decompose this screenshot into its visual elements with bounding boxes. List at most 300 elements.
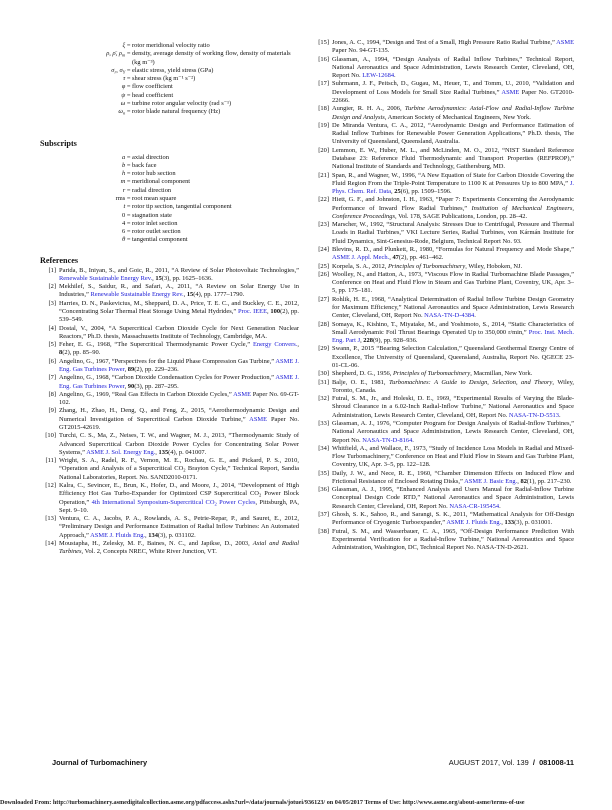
equals-sign: =: [126, 161, 131, 169]
reference-text: (2), pp. 539–549.: [59, 308, 299, 324]
nomenclature-definition: shear stress (kg m⁻¹ s⁻²): [132, 75, 196, 83]
reference-text: (3), pp. 287–295.: [134, 382, 179, 390]
italic-title: Turbomachines: A Guide to Design, Selection, and Theory: [388, 378, 553, 386]
reference-text: , Pittsburgh, PA, Sept. 9–10.: [59, 498, 299, 514]
reference-body: [332, 486, 574, 511]
reference-link[interactable]: ASME J. Eng. Gas Turbines Power: [59, 357, 299, 373]
reference-body: [59, 457, 299, 482]
subscript-symbol: [40, 170, 132, 178]
reference-number: [25]: [318, 262, 329, 270]
reference-body: [59, 358, 299, 375]
reference-item: [313, 296, 574, 321]
reference-item: [313, 263, 574, 271]
reference-number: [22]: [318, 196, 329, 204]
reference-number: [6]: [48, 357, 56, 365]
reference-number: [13]: [45, 515, 56, 523]
reference-text: .: [412, 436, 414, 444]
reference-text: Blevins, R. D., and Plunkett, R., 1980, “Formulas for Natural Frequency and Mode Shape,”: [332, 246, 574, 254]
subscript-symbol: [40, 212, 132, 220]
reference-number: [38]: [318, 527, 329, 535]
reference-text: Turchi, C. S., Ma, Z., Neises, T. W., and Wagner, M. J., 2013, “Thermodynamic Study of Advanced Supercritical Carbon Dioxide Power Cycles for Concentrating Solar Power Systems,”: [59, 432, 299, 456]
reference-text: , American Society of Mechanical Engineers, New York.: [384, 113, 531, 121]
equals-sign: =: [126, 219, 131, 227]
reference-text: (3), p. 031102.: [157, 531, 196, 539]
reference-number: [11]: [45, 457, 56, 465]
download-notice: Downloaded From: http://turbomachinery.asmedigitalcollection.asme.org/pdfaccess.ashx?url=/data/journals/jotuei/936123/ on 04/05/2017 Terms of Use: http://www.asme.org/about-asme/terms-of-use: [0, 799, 525, 806]
equals-sign: =: [126, 203, 131, 211]
reference-number: [20]: [318, 146, 329, 154]
reference-number: [5]: [48, 341, 56, 349]
reference-text: Marscher, W., 1992, “Structural Analysis: Stresses Due to Centrifugal, Pressure and Thermal Loads in Radial Turbines,” VKI Lecture Series, Radial Turbines, von Kármán Institute for Fluid Dynamics, Sint-Genesius-Rode, Belgium, Technical Report No. 93.: [332, 221, 574, 245]
volume-number: 8: [59, 349, 63, 357]
reference-text: Futral, S. M., and Wasserbauer, C. A., 1965, “Off-Design Performance Prediction With Experimental Verification for a Radial-Inflow Turbine,” National Aeronautics and Space Administration, Washington, DC, Technical Report No. NASA-TN-D-2621.: [332, 527, 574, 552]
equals-sign: =: [126, 66, 131, 74]
reference-text: ,: [501, 519, 505, 527]
reference-item: [313, 39, 574, 56]
reference-text: Feher, E. G., 1968, “The Supercritical Thermodynamic Power Cycle,”: [59, 341, 253, 349]
reference-text: τ: [122, 75, 126, 83]
reference-number: [7]: [48, 374, 56, 382]
reference-body: [332, 470, 574, 487]
subscript-symbol: [40, 220, 132, 228]
volume-number: 47: [392, 254, 399, 262]
link-subscript[interactable]: 2: [214, 500, 217, 506]
reference-body: [332, 196, 574, 221]
reference-item: [313, 445, 574, 470]
equals-sign: =: [126, 91, 131, 99]
reference-item: [40, 283, 299, 300]
reference-number: [26]: [318, 270, 329, 278]
reference-text: ρ, ρ̄, ρ: [106, 50, 122, 58]
reference-text: ,: [124, 366, 128, 373]
equals-sign: =: [126, 211, 131, 219]
italic-title: Institution of Mechanical Engineers, Conference Proceedings: [332, 204, 575, 220]
reference-text: , σ: [116, 66, 123, 74]
reference-body: [332, 420, 574, 445]
equals-sign: =: [126, 83, 131, 91]
reference-body: [332, 172, 574, 197]
reference-text: Paper No. GT2015-42619.: [59, 415, 299, 431]
subscript: r: [114, 69, 117, 75]
reference-number: [23]: [318, 221, 329, 229]
reference-body: [332, 147, 574, 172]
reference-body: [59, 374, 299, 391]
reference-item: [313, 271, 574, 296]
nomenclature-list: [40, 42, 299, 117]
reference-item: [313, 80, 574, 105]
reference-number: [37]: [318, 511, 329, 519]
reference-number: [19]: [318, 121, 329, 129]
reference-text: Glassman, A., 1994, “Design Analysis of Radial Inflow Turbines,” Technical Report, National Aeronautics and Space Administration, Lewis Research Center, Cleveland, OH, Report No.: [332, 55, 574, 80]
reference-number: [3]: [48, 299, 56, 307]
subscript-symbol-text: b: [122, 161, 126, 169]
reference-body: [332, 379, 574, 396]
reference-text: (3), p. 031001.: [514, 519, 553, 527]
reference-item: [313, 56, 574, 81]
reference-text: , Wiley, Hoboken, NJ.: [465, 262, 523, 270]
equals-sign: =: [126, 194, 131, 202]
nomenclature-definition: rotor meridional velocity ratio: [132, 42, 210, 49]
reference-item: [313, 370, 574, 378]
equals-sign: =: [126, 236, 131, 244]
equals-sign: =: [126, 75, 131, 83]
reference-item: [40, 358, 299, 375]
reference-text: De Miranda Ventura, C. A., 2012, “Aerodynamic Design and Performance Estimation of Radial Inflow Turbines for Renewable Power Generation Applications,” Ph.D. thesis, The University of Queensland, Queensland, Australia.: [332, 121, 574, 146]
reference-item: [313, 379, 574, 396]
subscript: n: [122, 110, 126, 116]
references-list-left: [40, 267, 299, 557]
reference-item: [313, 172, 574, 197]
reference-body: [332, 80, 574, 105]
equals-sign: =: [126, 108, 131, 116]
reference-number: [35]: [318, 469, 329, 477]
reference-item: [313, 420, 574, 445]
reference-text: , Macmillan, New York.: [470, 370, 533, 378]
reference-number: [9]: [48, 407, 56, 415]
reference-number: [10]: [45, 432, 56, 440]
reference-text: ψ: [121, 91, 126, 99]
reference-item: [40, 540, 299, 557]
reference-text: ξ: [122, 42, 126, 49]
reference-item: [313, 321, 574, 346]
reference-number: [2]: [48, 283, 56, 291]
subscript-definition: radial direction: [132, 186, 172, 194]
reference-link[interactable]: ASME: [556, 39, 574, 46]
reference-body: [332, 296, 574, 321]
reference-text: , Wiley, Toronto, Canada.: [332, 378, 575, 394]
nomenclature-symbol: [40, 42, 132, 50]
reference-text: (6), pp. 1509–1596.: [400, 188, 452, 196]
subscript-definition: back face: [132, 161, 157, 169]
volume-number: 135: [158, 448, 169, 456]
reference-number: [32]: [318, 395, 329, 403]
reference-item: [40, 515, 299, 540]
italic-title: Principles of Turbomachinery: [392, 370, 471, 378]
page-info: [449, 758, 574, 767]
equals-sign: =: [126, 178, 131, 186]
reference-text: Harries, D. N., Paskevicius, M., Sheppard, D. A., Price, T. E. C., and Buckley, C. E., 2012, “Concentrating Solar Thermal Heat Storage Using Metal Hydrides,”: [59, 299, 299, 316]
nomenclature-definition: turbine rotor angular velocity (rad s⁻¹): [132, 99, 232, 107]
reference-number: [16]: [318, 55, 329, 63]
reference-text: Futral, S. M., Jr., and Holeski, D. E., 1969, “Experimental Results of Varying the Blade-Shroud Clearance in a 6.02-Inch Radial-Inflow Turbine,” National Aeronautics and Space Administration, Lewis Research Center, Cleveland, OH, Report No.: [332, 395, 574, 419]
reference-number: [18]: [318, 105, 329, 113]
subscript-definition: rotor hub section: [132, 170, 176, 178]
reference-text: ,: [360, 337, 364, 345]
reference-item: [313, 122, 574, 147]
reference-number: [30]: [318, 370, 329, 378]
nomenclature-symbol: [40, 50, 132, 67]
reference-link[interactable]: Power Cycles: [216, 498, 256, 506]
reference-item: [40, 482, 299, 515]
reference-text: Angelino, G., 1968, “Carbon Dioxide Condensation Cycles for Power Production,”: [59, 374, 276, 382]
reference-text: Power Block Operation,”: [59, 490, 299, 506]
reference-text: .: [474, 312, 476, 320]
reference-item: [313, 221, 574, 246]
reference-link[interactable]: Energy Convers.: [252, 341, 298, 349]
equals-sign: =: [126, 186, 131, 194]
reference-number: [29]: [318, 345, 329, 353]
subscript-symbol-text: r: [122, 186, 126, 194]
right-column: [313, 39, 574, 552]
italic-title: Axial and Radial Turbines: [59, 539, 299, 556]
reference-text: Angelino, G., 1967, “Perspectives for the Liquid Phase Compression Gas Turbine,”: [59, 357, 276, 365]
reference-text: ,: [391, 188, 395, 196]
nomenclature-symbol: [40, 75, 132, 83]
reference-text: σ: [111, 66, 115, 74]
volume-number: 15: [155, 274, 162, 282]
italic-title: Principles of Turbomachinery: [387, 262, 466, 270]
reference-item: [313, 246, 574, 263]
volume-number: 15: [186, 291, 194, 299]
reference-link[interactable]: ASME J. Appl. Mech.: [332, 254, 390, 262]
reference-link[interactable]: NASA-TN-D-8164: [362, 436, 413, 444]
reference-text: Hiett, G. F., and Johnston, I. H., 1963, “Paper 7: Experiments Concerning the Aerodynamic Performance of Inward Flow Radial Turbines,”: [332, 196, 574, 212]
reference-body: [59, 300, 299, 325]
reference-text: Daily, J. W., and Nece, R. E., 1960, “Chamber Dimension Effects on Induced Flow and Frictional Resistance of Enclosed Rotating Disks,”: [332, 469, 574, 485]
reference-number: [17]: [318, 80, 329, 88]
reference-text: Woolley, N., and Hatton, A., 1973, “Viscous Flow in Radial Turbomachine Blade Passages,” Conference on Heat and Fluid Flow in Steam and Gas Turbine Plant, Coventry, UK, Apr. 3–5, pp. 175–181.: [332, 270, 574, 295]
subscript-symbol-text: h: [122, 170, 126, 178]
reference-link[interactable]: NASA-TN-D-4384: [424, 312, 475, 320]
nomenclature-symbol: [40, 67, 132, 75]
subscript-symbol: [40, 154, 132, 162]
reference-text: (2), pp. 85–90.: [62, 349, 101, 357]
reference-body: [332, 263, 574, 271]
reference-text: ,: [155, 448, 159, 456]
subscript-symbol-text: t: [123, 203, 126, 211]
reference-text: Dostal, V., 2004, “A Supercritical Carbon Dioxide Cycle for Next Generation Nuclear Reactors,” Ph.D. thesis, Massachusetts Institute of Technology, Cambridge, MA.: [59, 324, 299, 340]
reference-item: [40, 407, 299, 432]
reference-body: [332, 395, 574, 420]
reference-number: [28]: [318, 320, 329, 328]
reference-number: [21]: [318, 171, 329, 179]
equals-sign: =: [126, 228, 131, 236]
subscript-symbol: [40, 236, 132, 244]
equals-sign: =: [126, 99, 131, 107]
reference-item: [313, 486, 574, 511]
reference-body: [332, 528, 574, 553]
reference-text: Paper No. 69-GT-102.: [59, 390, 299, 407]
reference-text: Brayton Cycle,” Technical Report, Sandia National Laboratories, Report. No. SAND2010-0171.: [59, 465, 299, 481]
reference-item: [40, 457, 299, 482]
nomenclature-definition: flow coefficient: [132, 83, 173, 91]
reference-link[interactable]: ASME J. Fluids Eng.: [446, 519, 502, 527]
equals-sign: =: [126, 153, 131, 161]
reference-body: [332, 122, 574, 147]
reference-link[interactable]: NASA-TN-D-5513: [508, 411, 559, 419]
volume-number: 228: [363, 337, 373, 345]
subscript-symbol-text: rms: [115, 194, 126, 202]
reference-body: [59, 515, 299, 540]
reference-item: [313, 395, 574, 420]
subscript-symbol: [40, 203, 132, 211]
nomenclature-symbol: [40, 83, 132, 91]
reference-number: [36]: [318, 486, 329, 494]
nomenclature-symbol: [40, 108, 132, 116]
reference-text: ω: [118, 108, 123, 116]
reference-link[interactable]: ASME J. Eng. Gas Turbines Power: [59, 374, 299, 390]
subscript-definition: rotor outlet section: [132, 228, 181, 236]
reference-body: [332, 370, 574, 378]
reference-number: [4]: [48, 324, 56, 332]
subscript-symbol-text: m: [120, 178, 126, 186]
volume-number: 133: [504, 519, 515, 527]
reference-body: [59, 391, 299, 408]
reference-text: ,: [267, 308, 271, 316]
reference-text: Paper No. GT2010-22666.: [332, 88, 574, 104]
subscript-symbol: [40, 178, 132, 186]
nomenclature-symbol: [40, 92, 132, 100]
subscript: Y: [122, 69, 126, 75]
reference-number: [1]: [48, 266, 56, 274]
subscript-definition: rotor inlet section: [132, 219, 178, 227]
nomenclature-symbol: [40, 100, 132, 108]
reference-link[interactable]: Proc. IEEE: [237, 308, 268, 316]
reference-link[interactable]: ASME: [501, 88, 520, 96]
reference-text: Glassman, A. J., 1995, “Enhanced Analysis and Users Manual for Radial-Inflow Turbine Conceptual Design Code RTD,” National Aeronautics and Space Administration, Lewis Research Center, Cleveland, OH, Report No.: [332, 486, 574, 510]
reference-item: [313, 147, 574, 172]
reference-link[interactable]: ASME J. Fluids Eng.: [90, 531, 146, 539]
volume-number: 82: [520, 477, 527, 485]
reference-text: .: [499, 502, 501, 510]
reference-number: [8]: [48, 390, 56, 398]
reference-text: Rohlik, H. E., 1968, “Analytical Determination of Radial Inflow Turbine Design Geometry for Maximum Efficiency,” National Aeronautics and Space Administration, Lewis Research Center, Cleveland, OH, Report No.: [332, 295, 574, 320]
subscript-symbol-text: 6: [122, 228, 126, 236]
subscript-definition: rotor tip section, tangential component: [132, 203, 232, 211]
reference-text: Zhang, H., Zhao, H., Deng, Q., and Feng, Z., 2015, “Aerothermodynamic Design and Numerical Investigation of Supercritical Carbon Dioxide Turbine,”: [59, 407, 299, 423]
reference-number: [12]: [45, 481, 56, 489]
issue-info: AUGUST 2017, Vol. 139: [448, 758, 529, 767]
reference-text: ω: [120, 99, 126, 107]
reference-text: (4), p. 041007.: [168, 448, 207, 456]
reference-text: (9), pp. 928–936.: [372, 337, 418, 345]
subscript-definition: root mean square: [132, 194, 177, 202]
volume-number: 89: [127, 366, 135, 373]
reference-item: [313, 511, 574, 528]
reference-number: [34]: [318, 444, 329, 452]
reference-text: (2), pp. 229–236.: [134, 366, 179, 373]
reference-text: .: [559, 411, 561, 419]
reference-text: ,: [297, 341, 299, 349]
reference-body: [332, 221, 574, 246]
reference-link[interactable]: LEW-12684: [362, 72, 395, 80]
reference-text: Swann, P., 2015 “Bearing Selection Calculation,” Queensland Geothermal Energy Centre of Excellence, The University of Queensland, Queensland, Australia, Report No. QGECE 23-01-CL-06.: [332, 345, 574, 369]
reference-text: Whitfield, A., and Wallace, F., 1973, “Study of Incidence Loss Models in Radial and Mixed-Flow Turbomachinery,” Conference on Heat and Fluid Flow in Steam and Gas Turbine Plant, Coventry, UK, Apr. 3–5, pp. 122–128.: [332, 444, 574, 469]
subscripts-list: [40, 154, 299, 245]
reference-link[interactable]: J. Phys. Chem. Ref. Data: [332, 179, 574, 196]
references-heading: References: [40, 255, 79, 265]
reference-text: Jones, A. C., 1994, “Design and Test of a Small, High Pressure Ratio Radial Turbine,”: [332, 39, 557, 46]
reference-text: ,: [517, 477, 521, 485]
subscript-symbol: [40, 228, 132, 236]
reference-text: ,: [124, 382, 128, 390]
reference-body: [59, 432, 299, 457]
reference-link[interactable]: ASME J. Sol. Energy Eng.: [86, 448, 156, 456]
reference-item: [313, 105, 574, 122]
nomenclature-definition: head coefficient: [132, 91, 174, 99]
subscript-symbol-text: 0: [122, 211, 126, 219]
nomenclature-definition: density, average density of working flow, density of materials (kg m⁻³): [132, 50, 291, 66]
reference-number: [33]: [318, 419, 329, 427]
reference-item: [40, 267, 299, 284]
reference-body: [332, 105, 574, 122]
equals-sign: =: [126, 170, 131, 178]
subscript-definition: meridional component: [132, 178, 191, 186]
reference-text: ,: [145, 531, 149, 539]
reference-text: , Vol. 2, Concepts NREC, White River Junction, VT.: [81, 548, 217, 556]
equals-sign: =: [126, 50, 131, 58]
subscript: m: [121, 52, 126, 58]
reference-item: [40, 325, 299, 342]
page-number: 081008-11: [539, 758, 574, 767]
left-column: [40, 42, 299, 556]
reference-link[interactable]: ASME J. Basic Eng.: [464, 477, 518, 485]
reference-text: Ventura, C. A., Jacobs, P. A., Rowlands, A. S., Petrie-Repar, P., and Sauret, E., 2012, “Preliminary Design and Performance Estimation of Radial Inflow Turbines: An Automated Approach,”: [59, 515, 299, 539]
reference-item: [40, 300, 299, 325]
reference-body: [332, 345, 574, 370]
volume-number: 25: [394, 188, 401, 196]
subscripts-heading: Subscripts: [40, 138, 77, 148]
reference-text: ,: [389, 254, 393, 262]
reference-item: [40, 341, 299, 358]
reference-link[interactable]: 4th International Symposium-Supercritical CO: [91, 498, 215, 506]
reference-body: [332, 511, 574, 528]
reference-number: [14]: [45, 539, 56, 547]
reference-link[interactable]: ASME: [233, 390, 252, 398]
nomenclature-definition: elastic stress, yield stress (GPa): [132, 66, 214, 74]
reference-body: [332, 56, 574, 81]
reference-text: Somaya, K., Kishino, T., Miyatake, M., and Yoshimoto, S., 2014, “Static Characteristics of Small Aerodynamic Foil Thrust Bearings Operated Up to 350,000 r/min,”: [332, 320, 574, 336]
subscript-symbol-text: a: [122, 153, 126, 161]
reference-text: Glassman, A. J., 1976, “Computer Program for Design Analysis of Radial-Inflow Turbines,” National Aeronautics and Space Administration, Lewis Research Center, Cleveland, OH, Report No.: [332, 419, 574, 444]
reference-text: Kalra, C., Sevincer, E., Brun, K., Hofer, D., and Moore, J., 2014, “Development of High Efficiency Hot Gas Turbo-Expander for Optimized CSP Supercritical CO: [59, 481, 299, 498]
reference-link[interactable]: Renewable Sustainable Energy Rev.: [90, 291, 184, 299]
reference-link[interactable]: ASME: [249, 415, 268, 423]
reference-body: [332, 445, 574, 470]
subscript: 2: [183, 467, 186, 473]
reference-text: Korpela, S. A., 2012,: [332, 262, 388, 270]
reference-body: [332, 321, 574, 346]
nomenclature-definition: rotor blade natural frequency (Hz): [132, 108, 221, 116]
reference-text: φ: [121, 83, 126, 91]
reference-body: [59, 267, 299, 284]
reference-text: Mekhilef, S., Saidur, R., and Safari, A., 2011, “A Review on Solar Energy Use in Industries,”: [59, 283, 299, 299]
subscript-symbol-text: 4: [122, 219, 126, 227]
reference-body: [332, 246, 574, 263]
reference-text: Ghosh, S. K., Sahoo, R., and Sarangi, S. K., 2011, “Mathematical Analysis for Off-Design Performance of Cryogenic Turboexpander,”: [332, 511, 574, 527]
reference-number: [27]: [318, 295, 329, 303]
reference-body: [59, 482, 299, 515]
reference-link[interactable]: Renewable Sustainable Energy Rev.: [59, 274, 153, 282]
reference-item: [313, 196, 574, 221]
reference-text: ,: [183, 291, 187, 299]
reference-link[interactable]: Proc. Inst. Mech. Eng. Part J: [332, 328, 574, 345]
reference-body: [59, 325, 299, 342]
reference-text: Wright, S. A., Radel, R. F., Vernon, M. E., Rochau, G. E., and Pickard, P. S., 2010, “Operation and Analysis of a Supercritical CO: [59, 457, 299, 473]
separator: /: [532, 758, 535, 767]
reference-text: (2), pp. 461–462.: [398, 254, 444, 262]
subscript-symbol: [40, 195, 132, 203]
reference-text: (1), pp. 217–230.: [526, 477, 572, 485]
reference-text: Aungier, R. H. A., 2006,: [332, 105, 405, 113]
reference-item: [40, 374, 299, 391]
reference-item: [40, 432, 299, 457]
reference-number: [24]: [318, 246, 329, 254]
reference-body: [59, 341, 299, 358]
reference-link[interactable]: NASA-CR-195454: [449, 502, 500, 510]
subscript-symbol: [40, 187, 132, 195]
reference-text: Suhrmann, J. F., Peitsch, D., Gugau, M., Heuer, T., and Tomm, U., 2010, “Validation and Development of Loss Models for Small Size Radial Turbines,”: [332, 80, 574, 96]
